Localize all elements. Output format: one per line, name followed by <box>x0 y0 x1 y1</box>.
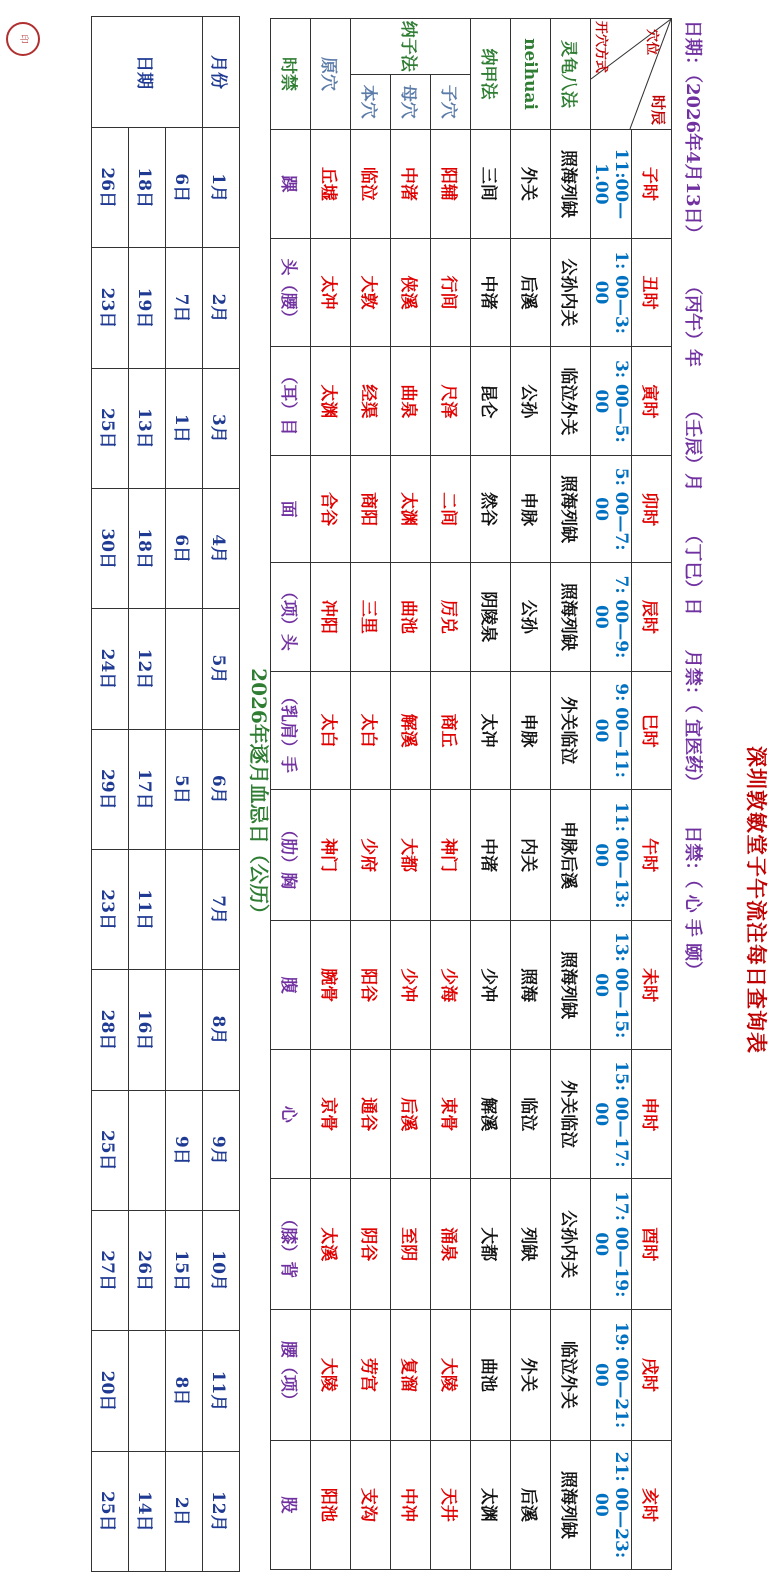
cal-cell <box>166 849 203 969</box>
calendar-table <box>91 16 240 1572</box>
cell: （项）头 <box>271 563 311 672</box>
cell: 太渊 <box>391 456 431 563</box>
cell: 面 <box>271 456 311 563</box>
cell: 少海 <box>431 921 471 1050</box>
cell: 照海列缺 <box>551 130 591 239</box>
cell: 阳谷 <box>351 921 391 1050</box>
cell: 经渠 <box>351 347 391 456</box>
cal-cell: 12月 <box>203 1451 240 1571</box>
cell: 临泣 <box>351 130 391 239</box>
row-label: 原穴 <box>311 19 351 130</box>
cell: 太溪 <box>311 1179 351 1310</box>
cal-cell: 9日 <box>166 1090 203 1210</box>
cal-cell: 16日 <box>129 970 166 1090</box>
cell: 心 <box>271 1050 311 1179</box>
cal-cell: 1月 <box>203 128 240 248</box>
cell: 少冲 <box>391 921 431 1050</box>
cell: 临泣 <box>511 1050 551 1179</box>
calendar-title: 2026年逐月血忌日（公历） <box>247 668 271 924</box>
cal-cell <box>166 970 203 1090</box>
cal-cell: 18日 <box>129 488 166 608</box>
time-cell: 11:00—1.00 <box>591 130 632 239</box>
header-xuewei: 穴位 <box>644 29 659 56</box>
shichen-cell: 卯时 <box>632 456 672 563</box>
cal-cell: 20日 <box>92 1331 129 1451</box>
cell: 列缺 <box>511 1179 551 1310</box>
cell: 照海列缺 <box>551 456 591 563</box>
cell: 头（腰） <box>271 238 311 347</box>
cal-cell: 25日 <box>92 368 129 488</box>
time-cell: 19: 00—21: 00 <box>591 1310 632 1441</box>
cell: 中冲 <box>391 1440 431 1569</box>
cell: 太渊 <box>471 1440 511 1569</box>
row-neihuai <box>511 19 551 1570</box>
cell: （耳）目 <box>271 347 311 456</box>
cal-cell: 19日 <box>129 248 166 368</box>
cell: 神门 <box>431 790 471 921</box>
cell: 太冲 <box>471 671 511 790</box>
cell: 少冲 <box>471 921 511 1050</box>
shichen-cell: 子时 <box>632 130 672 239</box>
cell: 少府 <box>351 790 391 921</box>
cell: 太渊 <box>311 347 351 456</box>
cal-date-row <box>92 17 129 1572</box>
cell: 大都 <box>471 1179 511 1310</box>
cell: 大陵 <box>431 1310 471 1441</box>
shichen-cell: 亥时 <box>632 1440 672 1569</box>
cal-cell: 7月 <box>203 849 240 969</box>
cell: 厉兑 <box>431 563 471 672</box>
cell: 侠溪 <box>391 238 431 347</box>
cell: 昆仑 <box>471 347 511 456</box>
cell: 束骨 <box>431 1050 471 1179</box>
row-label: neihuai <box>511 19 551 130</box>
cal-cell: 1日 <box>166 368 203 488</box>
cell: 三里 <box>351 563 391 672</box>
row-benxue <box>351 19 391 1570</box>
cell: 商阳 <box>351 456 391 563</box>
cell: 阴谷 <box>351 1179 391 1310</box>
cal-cell: 17日 <box>129 729 166 849</box>
cal-cell <box>129 1090 166 1210</box>
shichen-cell: 戌时 <box>632 1310 672 1441</box>
cal-cell: 12日 <box>129 609 166 729</box>
cell: 二间 <box>431 456 471 563</box>
row-label: 子穴 <box>431 74 471 130</box>
cal-cell: 13日 <box>129 368 166 488</box>
cell: 天井 <box>431 1440 471 1569</box>
cell: 股 <box>271 1440 311 1569</box>
cal-cell: 3月 <box>203 368 240 488</box>
cal-cell: 23日 <box>92 248 129 368</box>
info-month-taboo: 月禁：（ 宜医药） <box>682 649 703 792</box>
time-cell: 13: 00—15: 00 <box>591 921 632 1050</box>
row-najia <box>471 19 511 1570</box>
cell: 大都 <box>391 790 431 921</box>
cell: 然谷 <box>471 456 511 563</box>
row-yuanxue <box>311 19 351 1570</box>
cell: 踝 <box>271 130 311 239</box>
time-cell: 1: 00—3: 00 <box>591 238 632 347</box>
cell: 公孙内关 <box>551 238 591 347</box>
cell: 京骨 <box>311 1050 351 1179</box>
cell: 太冲 <box>311 238 351 347</box>
cell: 至阴 <box>391 1179 431 1310</box>
cell: 临泣外关 <box>551 1310 591 1441</box>
acupoint-table <box>270 18 672 1570</box>
time-cell: 3: 00—5: 00 <box>591 347 632 456</box>
cell: （乳肩）手 <box>271 671 311 790</box>
cell: 公孙内关 <box>551 1179 591 1310</box>
row-label: 本穴 <box>351 74 391 130</box>
cell: 太白 <box>351 671 391 790</box>
row-shijin <box>271 19 311 1570</box>
cell: 腰（项） <box>271 1310 311 1441</box>
cell: 申脉 <box>511 671 551 790</box>
row-label: 时禁 <box>271 19 311 130</box>
cal-date-row <box>129 17 166 1572</box>
time-cell: 15: 00—17: 00 <box>591 1050 632 1179</box>
cal-cell: 23日 <box>92 849 129 969</box>
time-cell: 7: 00—9: 00 <box>591 563 632 672</box>
cal-month-row <box>203 17 240 1572</box>
cell: 腹 <box>271 921 311 1050</box>
cal-cell: 9月 <box>203 1090 240 1210</box>
cal-cell <box>166 609 203 729</box>
info-month: （壬辰）月 <box>682 401 703 492</box>
cal-cell: 30日 <box>92 488 129 608</box>
cell: 解溪 <box>391 671 431 790</box>
cell: 后溪 <box>391 1050 431 1179</box>
cell: 曲池 <box>391 563 431 672</box>
shichen-cell: 申时 <box>632 1050 672 1179</box>
cell: 中渚 <box>471 238 511 347</box>
cal-cell: 11月 <box>203 1331 240 1451</box>
cell: 后溪 <box>511 238 551 347</box>
cal-cell: 5月 <box>203 609 240 729</box>
shichen-cell: 寅时 <box>632 347 672 456</box>
cell: 曲池 <box>471 1310 511 1441</box>
cell: 临泣外关 <box>551 347 591 456</box>
cell: 阳池 <box>311 1440 351 1569</box>
seal-stamp-icon: 印 <box>6 22 40 56</box>
cal-cell: 2月 <box>203 248 240 368</box>
cell: 申脉后溪 <box>551 790 591 921</box>
cell: 尺泽 <box>431 347 471 456</box>
cell: 外关临泣 <box>551 671 591 790</box>
cell: 曲泉 <box>391 347 431 456</box>
cell: （膝）背 <box>271 1179 311 1310</box>
shichen-cell: 午时 <box>632 790 672 921</box>
date-label: 日期 <box>92 17 203 128</box>
cell: 照海 <box>511 921 551 1050</box>
group-label-nazi: 纳子法 <box>351 19 471 75</box>
cell: 解溪 <box>471 1050 511 1179</box>
cell: 腕骨 <box>311 921 351 1050</box>
shichen-cell: 巳时 <box>632 671 672 790</box>
time-cell: 9: 00—11: 00 <box>591 671 632 790</box>
cal-cell: 6日 <box>166 488 203 608</box>
cal-cell: 4月 <box>203 488 240 608</box>
shichen-cell: 丑时 <box>632 238 672 347</box>
cal-cell: 29日 <box>92 729 129 849</box>
cal-cell: 28日 <box>92 970 129 1090</box>
cell: 照海列缺 <box>551 563 591 672</box>
cal-cell: 18日 <box>129 128 166 248</box>
cell: 外关临泣 <box>551 1050 591 1179</box>
header-kaixue: 开穴方式 <box>593 21 608 74</box>
info-day: （丁巳）日 <box>682 525 703 616</box>
cal-cell: 8日 <box>166 1331 203 1451</box>
shichen-cell: 未时 <box>632 921 672 1050</box>
shichen-row <box>632 19 672 1570</box>
cell: （肋）胸 <box>271 790 311 921</box>
cell: 外关 <box>511 130 551 239</box>
row-label: 纳甲法 <box>471 19 511 130</box>
cal-cell: 8月 <box>203 970 240 1090</box>
cell: 公孙 <box>511 563 551 672</box>
cal-cell: 6日 <box>166 128 203 248</box>
header-diagonal-cell <box>591 19 672 130</box>
cal-cell: 15日 <box>166 1210 203 1330</box>
cal-cell: 25日 <box>92 1451 129 1571</box>
cal-date-row <box>166 17 203 1572</box>
cell: 复溜 <box>391 1310 431 1441</box>
cell: 行间 <box>431 238 471 347</box>
row-label: 母穴 <box>391 74 431 130</box>
info-date: 日期：（2026年4月13日） <box>682 20 703 243</box>
row-muxue <box>391 19 431 1570</box>
cell: 照海列缺 <box>551 1440 591 1569</box>
time-cell: 17: 00—19: 00 <box>591 1179 632 1310</box>
cell: 劳宫 <box>351 1310 391 1441</box>
cal-cell: 26日 <box>92 128 129 248</box>
cell: 涌泉 <box>431 1179 471 1310</box>
cal-cell: 5日 <box>166 729 203 849</box>
cell: 合谷 <box>311 456 351 563</box>
time-row <box>591 19 632 1570</box>
cell: 后溪 <box>511 1440 551 1569</box>
cell: 商丘 <box>431 671 471 790</box>
info-day-taboo: 日禁：（ 心 手 颐） <box>682 825 703 980</box>
cal-cell <box>129 1331 166 1451</box>
row-linggui <box>551 19 591 1570</box>
cell: 照海列缺 <box>551 921 591 1050</box>
info-year: （丙午）年 <box>682 276 703 367</box>
cell: 内关 <box>511 790 551 921</box>
row-label: 灵龟八法 <box>551 19 591 130</box>
cell: 公孙 <box>511 347 551 456</box>
cell: 阳辅 <box>431 130 471 239</box>
cell: 三间 <box>471 130 511 239</box>
row-zixue <box>431 19 471 1570</box>
cal-cell: 10月 <box>203 1210 240 1330</box>
cell: 大陵 <box>311 1310 351 1441</box>
time-cell: 5: 00—7: 00 <box>591 456 632 563</box>
cal-cell: 2日 <box>166 1451 203 1571</box>
cell: 太白 <box>311 671 351 790</box>
time-cell: 21: 00—23: 00 <box>591 1440 632 1569</box>
cell: 大敦 <box>351 238 391 347</box>
time-cell: 11: 00—13: 00 <box>591 790 632 921</box>
page-title: 深圳敦敏堂子午流注每日查询表 <box>744 746 769 1054</box>
cell: 外关 <box>511 1310 551 1441</box>
cal-cell: 25日 <box>92 1090 129 1210</box>
cal-cell: 14日 <box>129 1451 166 1571</box>
cell: 支沟 <box>351 1440 391 1569</box>
cell: 通谷 <box>351 1050 391 1179</box>
shichen-cell: 酉时 <box>632 1179 672 1310</box>
cell: 中渚 <box>391 130 431 239</box>
info-line <box>674 20 710 1580</box>
cell: 丘墟 <box>311 130 351 239</box>
header-shichen: 时辰 <box>649 94 667 125</box>
cal-cell: 11日 <box>129 849 166 969</box>
cell: 神门 <box>311 790 351 921</box>
cal-cell: 24日 <box>92 609 129 729</box>
cal-cell: 27日 <box>92 1210 129 1330</box>
cell: 中渚 <box>471 790 511 921</box>
cell: 阴陵泉 <box>471 563 511 672</box>
cal-cell: 7日 <box>166 248 203 368</box>
month-label: 月份 <box>203 17 240 128</box>
cal-cell: 26日 <box>129 1210 166 1330</box>
shichen-cell: 辰时 <box>632 563 672 672</box>
cell: 冲阳 <box>311 563 351 672</box>
cell: 申脉 <box>511 456 551 563</box>
cal-cell: 6月 <box>203 729 240 849</box>
